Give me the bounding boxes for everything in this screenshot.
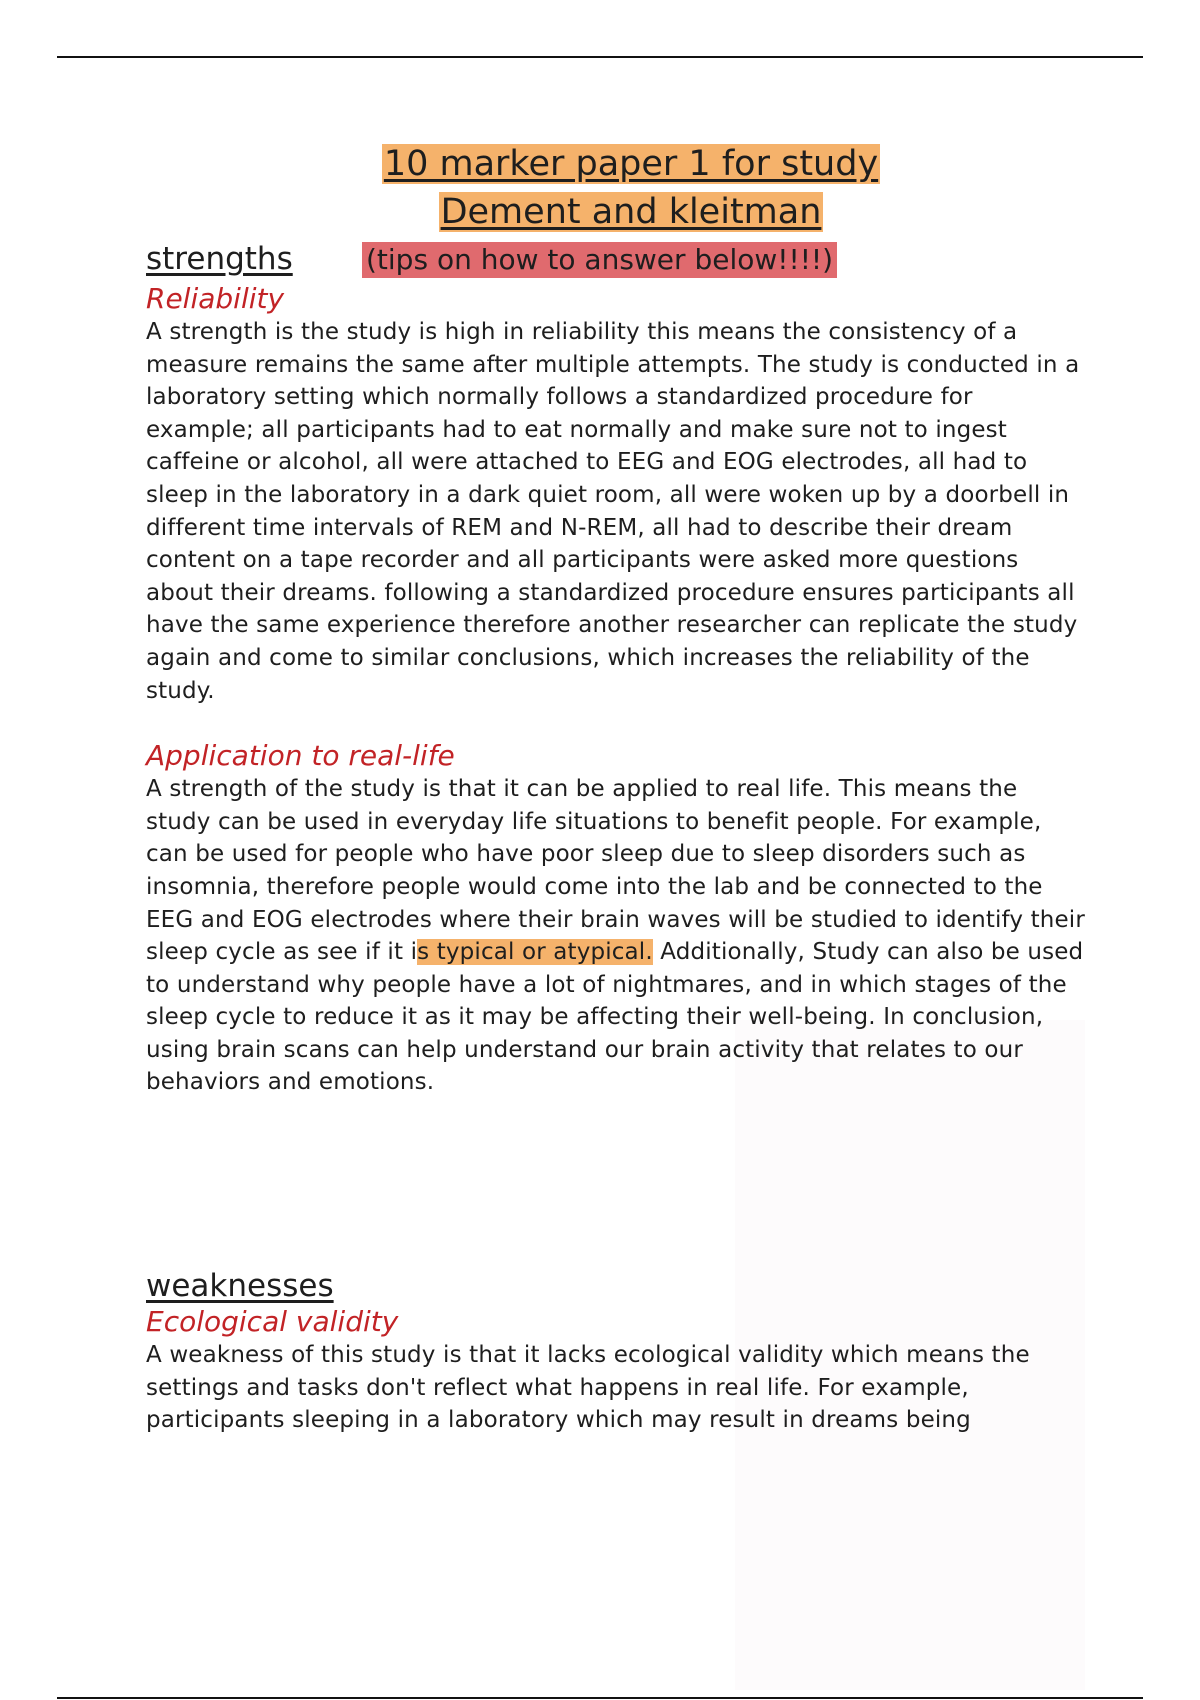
application-paragraph <box>146 773 1086 1099</box>
ecological-paragraph: A weakness of this study is that it lacks ecological validity which means the settings and tasks don't reflect what happens in real life. For example, participants sleeping in a laboratory which may result in dreams being <box>146 1342 1030 1434</box>
application-text-after: Additionally, Study can also be used to understand why people have a lot of nightmares, and in which stages of the sleep cycle to reduce it as it may be affecting their well-being. In conclusion, using brain scans can help understand our brain activity that relates to our behaviors and emotions. <box>146 939 1084 1096</box>
application-text-before: A strength of the study is that it can be applied to real life. This means the study can be used in everyday life situations to benefit people. For example, can be used for people who have poor sleep due to sleep disorders such as insomnia, therefore people would come into the lab and be connected to the EEG and EOG electrodes where their brain waves will be studied to identify their sleep cycle as see if it i <box>146 776 1085 966</box>
reliability-paragraph: A strength is the study is high in reliability this means the consistency of a measure remains the same after multiple attempts. The study is conducted in a laboratory setting which normally follows a standardized procedure for example; all participants had to eat normally and make sure not to ingest caffeine or alcohol, all were attached to EEG and EOG electrodes, all had to sleep in the laboratory in a dark quiet room, all were woken up by a doorbell in different time intervals of REM and N-REM, all had to describe their dream content on a tape recorder and all participants were asked more questions about their dreams. following a standardized procedure ensures participants all have the same experience therefore another researcher can replicate the study again and come to similar conclusions, which increases the reliability of the study. <box>146 319 1080 704</box>
ecological-heading: Ecological validity <box>146 1305 399 1339</box>
tips-note: (tips on how to answer below!!!!) <box>362 242 837 278</box>
title-line-2 <box>146 188 1086 236</box>
top-rule <box>57 56 1143 58</box>
reliability-heading: Reliability <box>146 282 285 315</box>
document-body <box>146 140 1086 1437</box>
strengths-heading: strengths <box>146 241 293 277</box>
strengths-row <box>146 236 1086 282</box>
title-line-2-text: Dement and kleitman <box>440 192 822 232</box>
title-line-1 <box>146 140 1086 188</box>
weaknesses-heading: weaknesses <box>146 1268 334 1305</box>
application-highlight: s typical or atypical. <box>417 939 653 966</box>
bottom-rule <box>57 1697 1143 1699</box>
title-line-1-text: 10 marker paper 1 for study <box>383 144 879 184</box>
application-heading: Application to real-life <box>146 739 455 773</box>
